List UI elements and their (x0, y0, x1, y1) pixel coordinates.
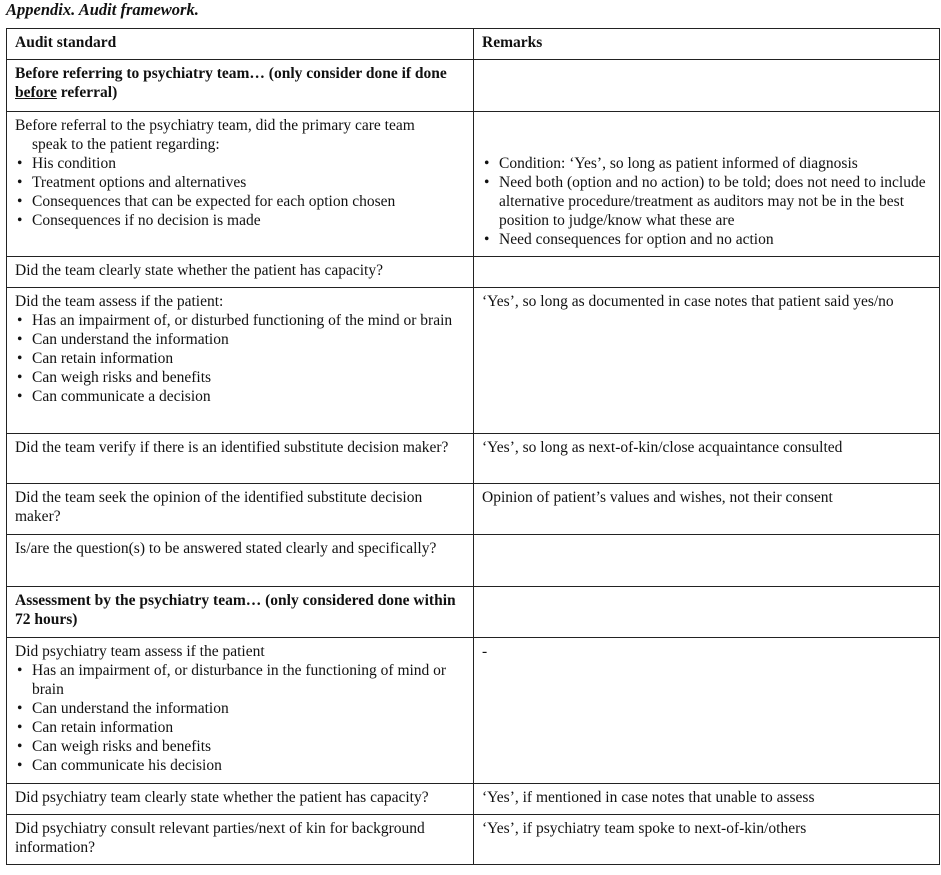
standard-cell: Before referral to the psychiatry team, did the primary care team speak to the patient regarding: • His condition • Treatment options and alternatives • Consequences that can be expected for each option chosen • Consequences if no decision is made (7, 112, 474, 257)
list-item: • Consequences if no decision is made (15, 211, 466, 230)
list-item: • Can understand the information (15, 699, 466, 718)
list-item: • Need consequences for option and no action (482, 230, 932, 249)
remarks-cell: ‘Yes’, if psychiatry team spoke to next-of-kin/others (474, 815, 940, 865)
list-item: • Treatment options and alternatives (15, 173, 466, 192)
list-item: • Can weigh risks and benefits (15, 737, 466, 756)
table-row (7, 257, 940, 288)
list-item: • His condition (15, 154, 466, 173)
standard-cell: Did the team verify if there is an identified substitute decision maker? (7, 434, 474, 484)
table-row (7, 784, 940, 815)
list-item: • Can retain information (15, 349, 466, 368)
section-row-before-referral (7, 60, 940, 112)
remarks-cell (474, 112, 940, 257)
section-heading: Assessment by the psychiatry team… (only considered done within 72 hours) (7, 587, 474, 638)
section-heading: Before referring to psychiatry team… (only consider done if done before referral) (7, 60, 474, 112)
header-remarks: Remarks (474, 29, 940, 60)
remarks-cell (474, 587, 940, 638)
remarks-cell: Opinion of patient’s values and wishes, not their consent (474, 484, 940, 535)
remarks-cell: ‘Yes’, so long as documented in case notes that patient said yes/no (474, 288, 940, 434)
list-item: • Has an impairment of, or disturbed functioning of the mind or brain (15, 311, 466, 330)
table-row (7, 535, 940, 587)
table-row (7, 112, 940, 257)
remarks-cell: ‘Yes’, so long as next-of-kin/close acquaintance consulted (474, 434, 940, 484)
remarks-list (482, 154, 932, 249)
standard-cell: Did psychiatry consult relevant parties/next of kin for background information? (7, 815, 474, 865)
list-item: • Can retain information (15, 718, 466, 737)
list-item: • Can understand the information (15, 330, 466, 349)
standard-cell: Did psychiatry team assess if the patient • Has an impairment of, or disturbance in the functioning of mind or brain • Can understand the information • Can retain information • Can weigh risks and benefits • Can communicate his decision (7, 638, 474, 784)
underlined-word: before (15, 84, 57, 101)
standard-list (15, 311, 466, 406)
table-row (7, 815, 940, 865)
list-item: • Has an impairment of, or disturbance in the functioning of mind or brain (15, 661, 466, 699)
remarks-cell (474, 257, 940, 288)
header-audit-standard: Audit standard (7, 29, 474, 60)
audit-framework-table (6, 28, 940, 865)
remarks-cell (474, 60, 940, 112)
standard-cell: Did the team seek the opinion of the identified substitute decision maker? (7, 484, 474, 535)
table-row (7, 434, 940, 484)
standard-cell: Did psychiatry team clearly state whether the patient has capacity? (7, 784, 474, 815)
remarks-cell: ‘Yes’, if mentioned in case notes that unable to assess (474, 784, 940, 815)
table-caption: Appendix. Audit framework. (6, 0, 199, 19)
table-row (7, 484, 940, 535)
header-row (7, 29, 940, 60)
list-item: • Need both (option and no action) to be told; does not need to include alternative procedure/treatment as auditors may not be in the best position to judge/know what these are (482, 173, 932, 230)
list-item: • Consequences that can be expected for each option chosen (15, 192, 466, 211)
standard-cell: Is/are the question(s) to be answered stated clearly and specifically? (7, 535, 474, 587)
remarks-cell (474, 535, 940, 587)
standard-cell: Did the team assess if the patient: • Has an impairment of, or disturbed functioning of the mind or brain • Can understand the information • Can retain information • Can weigh risks and benefits • Can communicate a decision (7, 288, 474, 434)
list-item: • Condition: ‘Yes’, so long as patient informed of diagnosis (482, 154, 932, 173)
list-item: • Can weigh risks and benefits (15, 368, 466, 387)
list-item: • Can communicate a decision (15, 387, 466, 406)
section-row-assessment (7, 587, 940, 638)
standard-list (15, 154, 466, 230)
list-item: • Can communicate his decision (15, 756, 466, 775)
standard-cell: Did the team clearly state whether the patient has capacity? (7, 257, 474, 288)
remarks-cell: - (474, 638, 940, 784)
table-row (7, 638, 940, 784)
table-row (7, 288, 940, 434)
standard-list (15, 661, 466, 775)
